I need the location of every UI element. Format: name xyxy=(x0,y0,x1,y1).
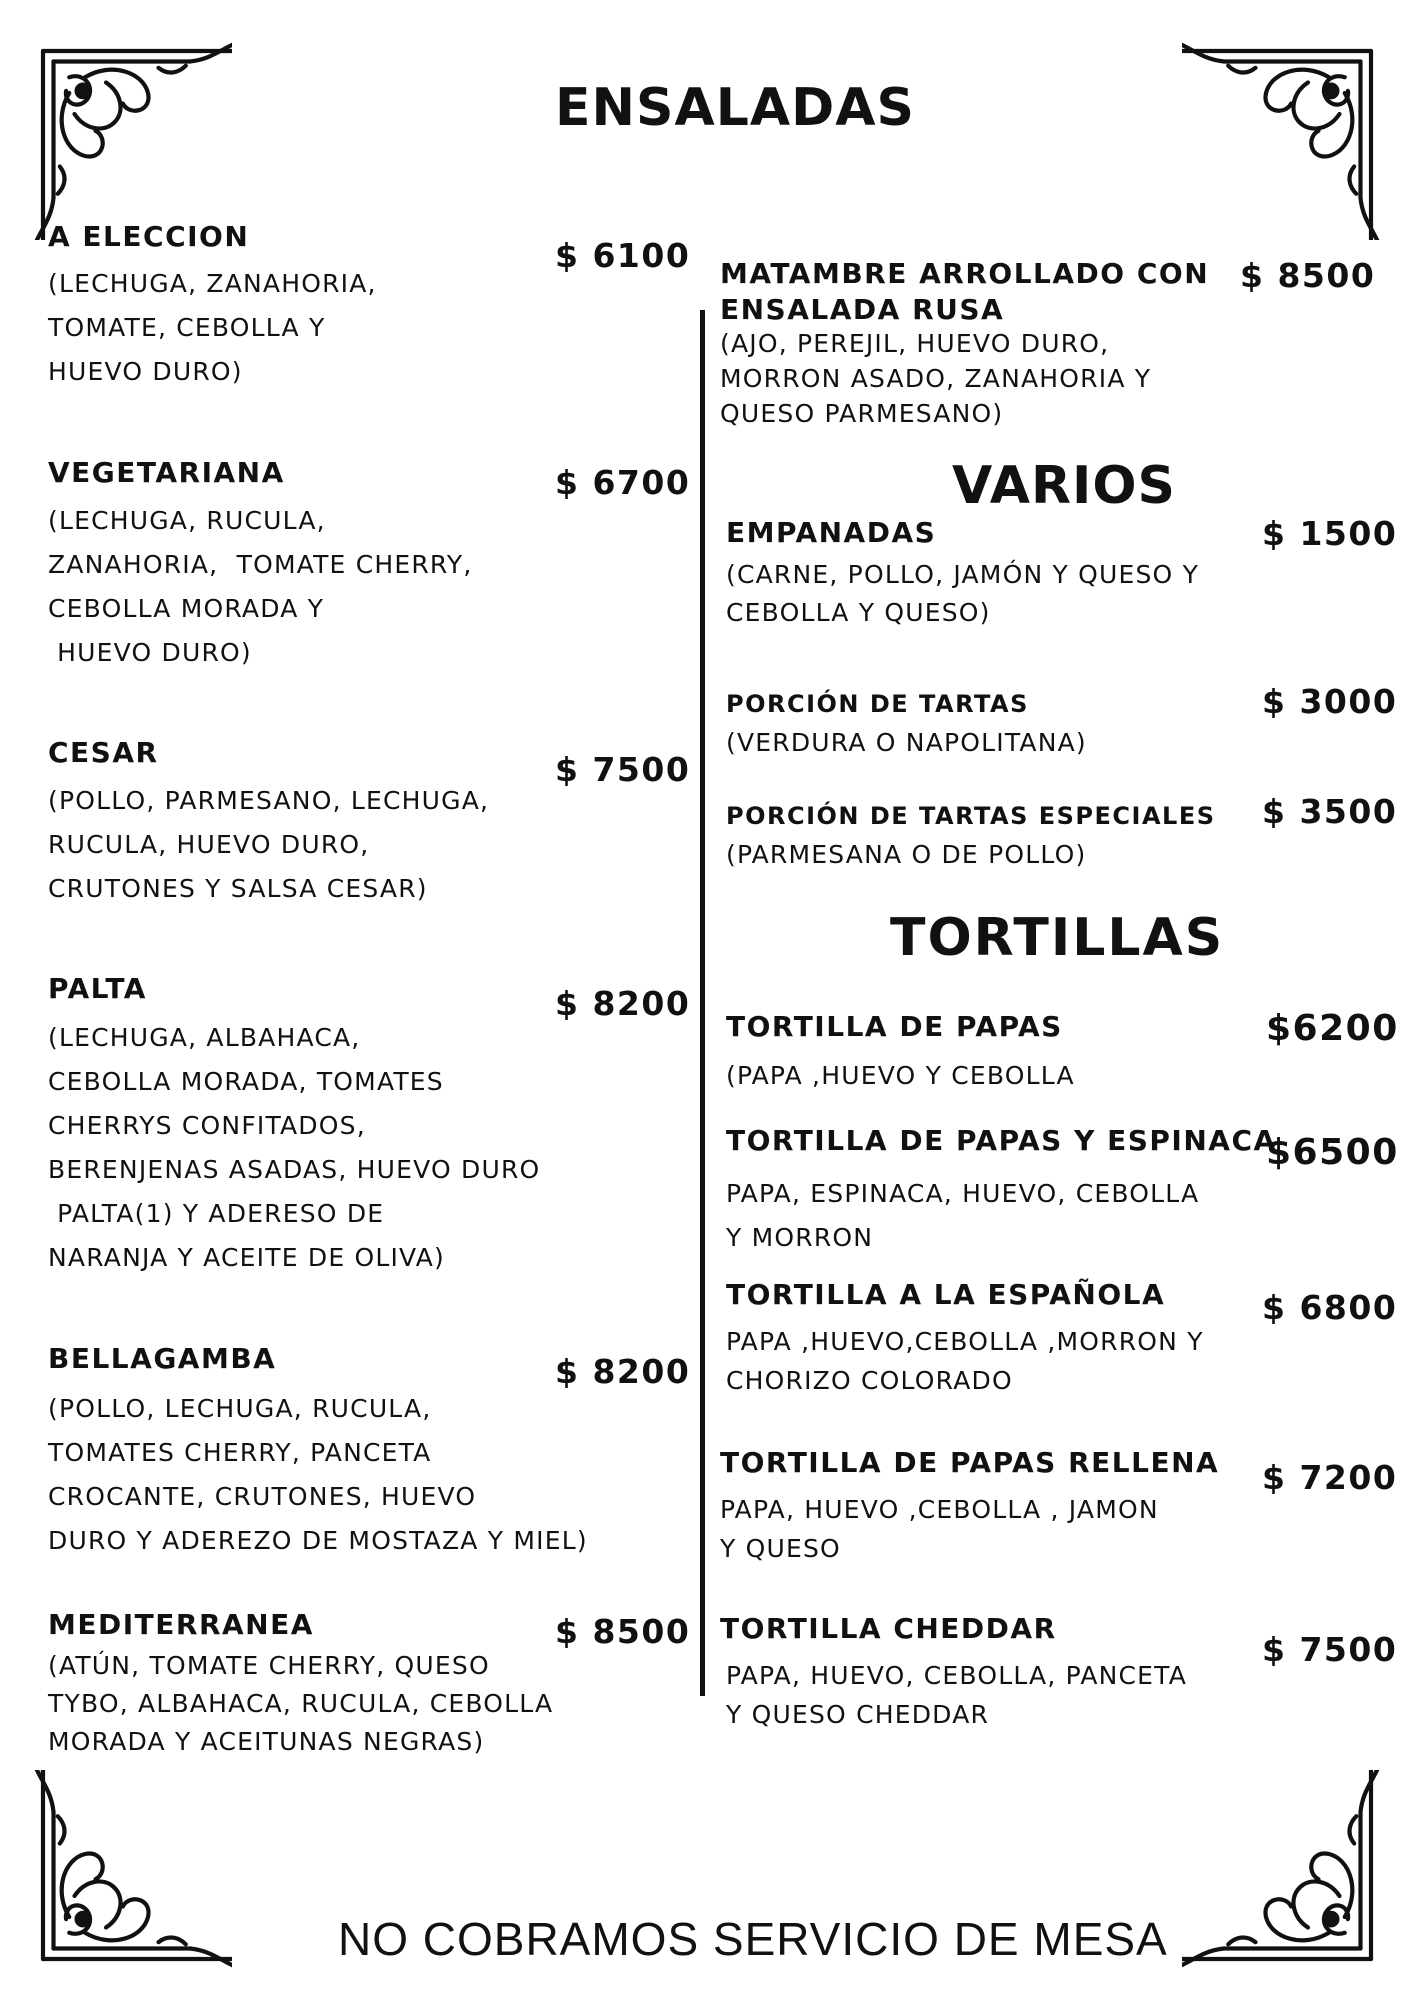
menu-item-description: (LECHUGA, RUCULA, ZANAHORIA, TOMATE CHERRY, CEBOLLA MORADA Y HUEVO DURO) xyxy=(48,506,473,667)
column-divider xyxy=(700,310,705,1696)
menu-item-name: PALTA xyxy=(48,972,147,1005)
menu-item-description: (AJO, PEREJIL, HUEVO DURO, MORRON ASADO, ZANAHORIA Y QUESO PARMESANO) xyxy=(720,329,1152,428)
menu-item-price: $ 6700 xyxy=(555,463,691,502)
menu-item-description: PAPA, ESPINACA, HUEVO, CEBOLLA Y MORRON xyxy=(726,1179,1200,1252)
menu-item-description: PAPA, HUEVO, CEBOLLA, PANCETA Y QUESO CHEDDAR xyxy=(726,1661,1188,1729)
menu-item-price: $6200 xyxy=(1266,1008,1399,1049)
menu-item-description: (LECHUGA, ALBAHACA, CEBOLLA MORADA, TOMATES CHERRYS CONFITADOS, BERENJENAS ASADAS, HUEVO DURO PALTA(1) Y ADERESO DE NARANJA Y ACEITE DE OLIVA) xyxy=(48,1023,541,1272)
menu-item-name: TORTILLA DE PAPAS xyxy=(726,1010,1063,1043)
section-title-varios: VARIOS xyxy=(952,456,1177,516)
menu-item-name: MATAMBRE ARROLLADO CON ENSALADA RUSA xyxy=(720,257,1210,326)
menu-item-price: $ 6800 xyxy=(1262,1288,1398,1327)
corner-flourish-icon xyxy=(1182,1770,1392,1980)
menu-item-name: TORTILLA DE PAPAS Y ESPINACA xyxy=(726,1124,1277,1157)
menu-item-name: BELLAGAMBA xyxy=(48,1342,277,1375)
menu-item-price: $ 7500 xyxy=(1262,1630,1398,1669)
menu-item-description: (CARNE, POLLO, JAMÓN Y QUESO Y CEBOLLA Y QUESO) xyxy=(726,560,1200,627)
menu-item-name: VEGETARIANA xyxy=(48,456,285,489)
menu-item-description: (POLLO, PARMESANO, LECHUGA, RUCULA, HUEVO DURO, CRUTONES Y SALSA CESAR) xyxy=(48,786,490,903)
menu-item-price: $ 8200 xyxy=(555,1352,691,1391)
menu-item-name: MEDITERRANEA xyxy=(48,1608,314,1641)
menu-item-price: $ 8500 xyxy=(1240,256,1376,295)
menu-item-description: (POLLO, LECHUGA, RUCULA, TOMATES CHERRY, PANCETA CROCANTE, CRUTONES, HUEVO DURO Y ADEREZO DE MOSTAZA Y MIEL) xyxy=(48,1394,588,1555)
menu-item-price: $ 7500 xyxy=(555,750,691,789)
menu-item-name: TORTILLA CHEDDAR xyxy=(720,1612,1057,1645)
menu-item-description: (PAPA ,HUEVO Y CEBOLLA xyxy=(726,1061,1075,1090)
menu-item-name: PORCIÓN DE TARTAS ESPECIALES xyxy=(726,802,1216,830)
menu-item-price: $ 8500 xyxy=(555,1612,691,1651)
menu-item-name: TORTILLA A LA ESPAÑOLA xyxy=(726,1278,1166,1311)
footer-notice: NO COBRAMOS SERVICIO DE MESA xyxy=(338,1913,1168,1965)
menu-item-description: (PARMESANA O DE POLLO) xyxy=(726,840,1087,869)
corner-flourish-icon xyxy=(22,1770,232,1980)
menu-item-description: PAPA, HUEVO ,CEBOLLA , JAMON Y QUESO xyxy=(720,1495,1159,1563)
menu-item-price: $ 3500 xyxy=(1262,792,1398,831)
menu-item-price: $ 1500 xyxy=(1262,514,1398,553)
menu-item-name: CESAR xyxy=(48,736,159,769)
menu-item-price: $ 7200 xyxy=(1262,1458,1398,1497)
menu-item-description: (ATÚN, TOMATE CHERRY, QUESO TYBO, ALBAHACA, RUCULA, CEBOLLA MORADA Y ACEITUNAS NEGRAS) xyxy=(48,1651,554,1756)
menu-item-name: TORTILLA DE PAPAS RELLENA xyxy=(720,1446,1220,1479)
menu-item-price: $6500 xyxy=(1266,1132,1399,1173)
menu-item-price: $ 8200 xyxy=(555,984,691,1023)
section-title-tortillas: TORTILLAS xyxy=(890,908,1225,968)
section-title-ensaladas: ENSALADAS xyxy=(555,78,915,138)
menu-item-description: PAPA ,HUEVO,CEBOLLA ,MORRON Y CHORIZO COLORADO xyxy=(726,1327,1204,1395)
menu-item-name: PORCIÓN DE TARTAS xyxy=(726,690,1029,718)
menu-item-price: $ 3000 xyxy=(1262,682,1398,721)
corner-flourish-icon xyxy=(1182,30,1392,240)
menu-item-name: A ELECCION xyxy=(48,220,250,253)
menu-item-description: (LECHUGA, ZANAHORIA, TOMATE, CEBOLLA Y HUEVO DURO) xyxy=(48,269,377,386)
corner-flourish-icon xyxy=(22,30,232,240)
menu-item-description: (VERDURA O NAPOLITANA) xyxy=(726,728,1087,757)
menu-item-price: $ 6100 xyxy=(555,236,691,275)
menu-item-name: EMPANADAS xyxy=(726,516,937,549)
